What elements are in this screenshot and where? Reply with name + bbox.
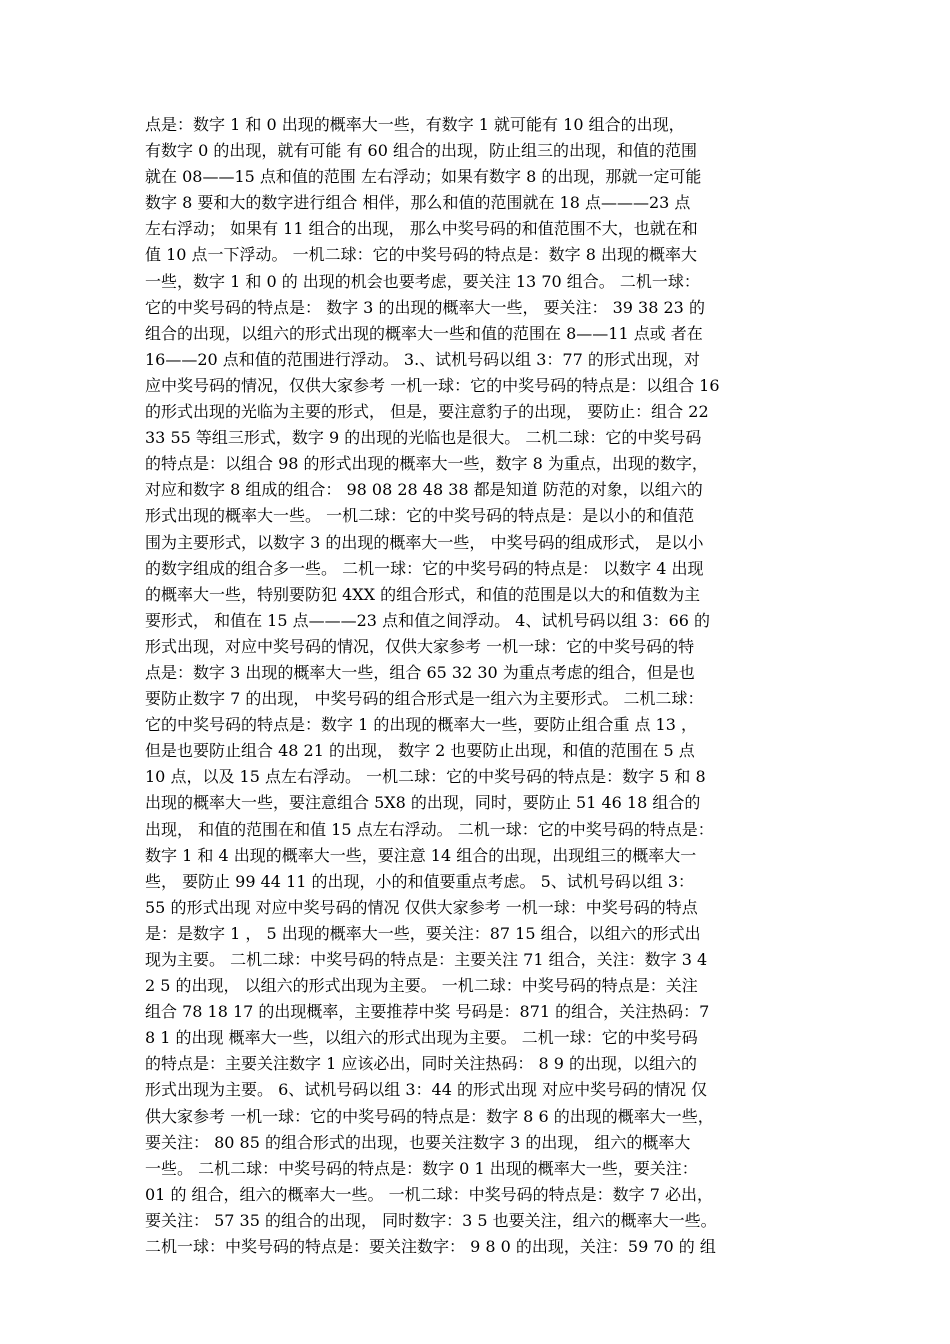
text-line: 对应和数字 8 组成的组合： 98 08 28 48 38 都是知道 防范的对象，以组六的: [145, 480, 703, 500]
text-line: 形式出现，对应中奖号码的情况，仅供大家参考 一机一球：它的中奖号码的特: [145, 636, 695, 656]
text-line: 形式出现的概率大一些。 一机二球：它的中奖号码的特点是：是以小的和值范: [145, 506, 695, 526]
text-line: 数字 1 和 4 出现的概率大一些，要注意 14 组合的出现，出现组三的概率大一: [145, 845, 697, 865]
text-line: 要关注： 57 35 的组合的出现， 同时数字：3 5 也要关注，组六的概率大一些。: [145, 1210, 717, 1230]
text-line: 01 的 组合，组六的概率大一些。 一机二球：中奖号码的特点是：数字 7 必出，: [145, 1184, 713, 1204]
text-line: 2 5 的出现， 以组六的形式出现为主要。 一机二球：中奖号码的特点是：关注: [145, 976, 698, 996]
text-line: 一些。 二机二球：中奖号码的特点是：数字 0 1 出现的概率大一些，要关注：: [145, 1158, 698, 1178]
text-line: 围为主要形式，以数字 3 的出现的概率大一些， 中奖号码的组成形式， 是以小: [145, 532, 704, 552]
text-line: 现为主要。 二机二球：中奖号码的特点是：主要关注 71 组合，关注：数字 3 4: [145, 950, 708, 969]
text-line: 的数字组成的组合多一些。 二机一球：它的中奖号码的特点是： 以数字 4 出现: [145, 558, 704, 578]
text-line: 33 55 等组三形式，数字 9 的出现的光临也是很大。 二机二球：它的中奖号码: [145, 428, 702, 448]
text-line: 但是也要防止组合 48 21 的出现， 数字 2 也要防止出现，和值的范围在 5 点: [145, 741, 695, 761]
text-line: 组合 78 18 17 的出现概率，主要推荐中奖 号码是：871 的组合，关注热码：7: [145, 1002, 710, 1022]
text-line: 要关注： 80 85 的组合形式的出现，也要关注数字 3 的出现， 组六的概率大: [145, 1132, 691, 1152]
text-line: 的概率大一些，特别要防犯 4XX 的组合形式，和值的范围是以大的和值数为主: [145, 584, 701, 604]
text-line: 是：是数字 1 ， 5 出现的概率大一些，要关注：87 15 组合，以组六的形式出: [145, 923, 701, 943]
text-line: 应中奖号码的情况，仅供大家参考 一机一球：它的中奖号码的特点是：以组合 16: [145, 375, 720, 395]
text-line: 一些，数字 1 和 0 的 出现的机会也要考虑，要关注 13 70 组合。 二机一球：: [145, 271, 700, 291]
text-line: 的特点是：主要关注数字 1 应该必出，同时关注热码： 8 9 的出现，以组六的: [145, 1054, 697, 1074]
body-text: [145, 112, 815, 1260]
text-line: 8 1 的出现 概率大一些，以组六的形式出现为主要。 二机一球：它的中奖号码: [145, 1028, 698, 1048]
text-line: 它的中奖号码的特点是：数字 1 的出现的概率大一些，要防止组合重 点 13 ，: [145, 715, 697, 735]
text-line: 点是：数字 1 和 0 出现的概率大一些，有数字 1 就可能有 10 组合的出现，: [145, 115, 685, 134]
text-line: 的特点是：以组合 98 的形式出现的概率大一些，数字 8 为重点，出现的数字，: [145, 454, 708, 474]
text-line: 左右浮动； 如果有 11 组合的出现， 那么中奖号码的和值范围不大，也就在和: [145, 219, 698, 239]
text-line: 点是：数字 3 出现的概率大一些，组合 65 32 30 为重点考虑的组合，但是也: [145, 662, 695, 682]
text-line: 10 点，以及 15 点左右浮动。 一机二球：它的中奖号码的特点是：数字 5 和 8: [145, 767, 706, 787]
text-line: 有数字 0 的出现，就有可能 有 60 组合的出现，防止组三的出现，和值的范围: [145, 141, 697, 161]
text-line: 要防止数字 7 的出现， 中奖号码的组合形式是一组六为主要形式。 二机二球：: [145, 689, 704, 709]
text-line: 出现的概率大一些，要注意组合 5X8 的出现，同时，要防止 51 46 18 组合的: [145, 793, 701, 813]
text-line: 就在 08——15 点和值的范围 左右浮动；如果有数字 8 的出现，那就一定可能: [145, 167, 702, 187]
text-line: 的形式出现的光临为主要的形式， 但是，要注意豹子的出现， 要防止：组合 22: [145, 402, 709, 422]
text-line: 值 10 点一下浮动。 一机二球：它的中奖号码的特点是：数字 8 出现的概率大: [145, 245, 697, 265]
text-line: 16——20 点和值的范围进行浮动。 3.、试机号码以组 3：77 的形式出现，对: [145, 349, 700, 369]
text-line: 55 的形式出现 对应中奖号码的情况 仅供大家参考 一机一球：中奖号码的特点: [145, 897, 698, 917]
text-line: 要形式， 和值在 15 点———23 点和值之间浮动。 4、试机号码以组 3：66 的: [145, 610, 711, 630]
text-line: 出现， 和值的范围在和值 15 点左右浮动。 二机一球：它的中奖号码的特点是：: [145, 819, 714, 839]
text-line: 数字 8 要和大的数字进行组合 相伴，那么和值的范围就在 18 点———23 点: [145, 193, 691, 213]
text-line: 二机一球：中奖号码的特点是：要关注数字： 9 8 0 的出现，关注：59 70 的 组: [145, 1237, 716, 1257]
text-line: 形式出现为主要。 6、试机号码以组 3：44 的形式出现 对应中奖号码的情况 仅: [145, 1080, 708, 1100]
text-line: 它的中奖号码的特点是： 数字 3 的出现的概率大一些， 要关注： 39 38 23 的: [145, 297, 705, 317]
text-line: 些， 要防止 99 44 11 的出现，小的和值要重点考虑。 5、试机号码以组 3：: [145, 871, 695, 891]
text-line: 供大家参考 一机一球：它的中奖号码的特点是：数字 8 6 的出现的概率大一些，: [145, 1106, 714, 1126]
text-line: 组合的出现，以组六的形式出现的概率大一些和值的范围在 8——11 点或 者在: [145, 323, 703, 343]
